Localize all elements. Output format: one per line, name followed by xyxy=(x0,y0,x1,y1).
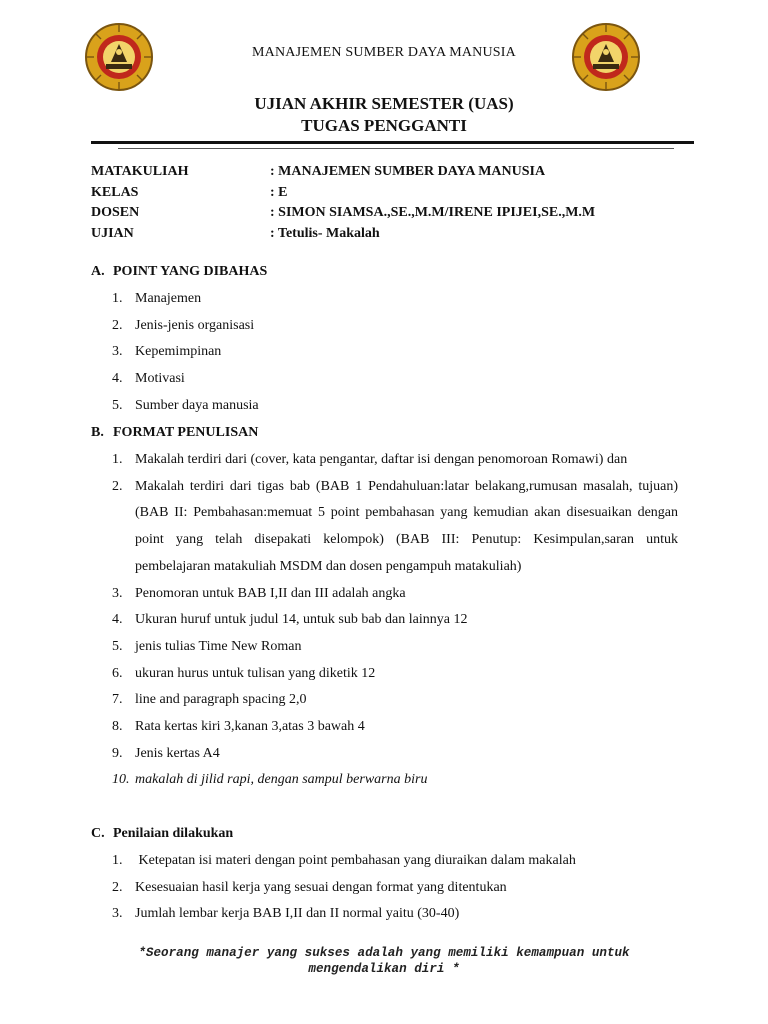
info-value: : E xyxy=(270,184,288,200)
section-title: FORMAT PENULISAN xyxy=(113,425,259,440)
list-item xyxy=(112,767,678,794)
section-c-list xyxy=(112,848,678,928)
header-title: MANAJEMEN SUMBER DAYA MANUSIA xyxy=(252,45,516,60)
info-value: : Tetulis- Makalah xyxy=(270,226,380,242)
list-item xyxy=(112,607,678,634)
section-letter: B. xyxy=(91,425,104,440)
footer-quote-line2: mengendalikan diri * xyxy=(308,962,460,976)
list-number: 10. xyxy=(112,772,130,788)
list-text: Jumlah lembar kerja BAB I,II dan II normal yaitu (30-40) xyxy=(135,906,460,922)
list-number: 5. xyxy=(112,638,123,654)
header-divider-thin xyxy=(118,148,674,149)
list-text: makalah di jilid rapi, dengan sampul berwarna biru xyxy=(135,772,428,788)
list-item xyxy=(112,474,678,581)
section-a-heading xyxy=(91,264,267,280)
info-value: : MANAJEMEN SUMBER DAYA MANUSIA xyxy=(270,164,546,179)
list-text: ukuran hurus untuk tulisan yang diketik 12 xyxy=(135,665,376,681)
info-key: DOSEN xyxy=(91,205,140,221)
list-item xyxy=(112,447,678,474)
list-text: Jenis kertas A4 xyxy=(135,745,220,761)
list-text: jenis tulias Time New Roman xyxy=(135,638,302,654)
section-b-list xyxy=(112,447,678,794)
list-text: Penomoran untuk BAB I,II dan III adalah angka xyxy=(135,585,406,601)
section-c-heading xyxy=(91,826,233,842)
section-letter: A. xyxy=(91,264,105,279)
list-text: line and paragraph spacing 2,0 xyxy=(135,692,307,708)
section-letter: C. xyxy=(91,826,105,841)
list-text: Manajemen xyxy=(135,291,202,306)
list-item xyxy=(112,687,678,714)
section-title: POINT YANG DIBAHAS xyxy=(113,264,268,279)
list-text: Rata kertas kiri 3,kanan 3,atas 3 bawah 4 xyxy=(135,719,365,735)
list-number: 1. xyxy=(112,452,123,467)
exam-title-line1: UJIAN AKHIR SEMESTER (UAS) xyxy=(254,94,514,113)
list-item xyxy=(112,313,678,340)
list-item xyxy=(112,901,678,928)
list-number: 1. xyxy=(112,291,123,306)
list-number: 9. xyxy=(112,745,123,761)
list-text: Kesesuaian hasil kerja yang sesuai dengan format yang ditentukan xyxy=(135,879,507,895)
list-item xyxy=(112,366,678,393)
section-title: Penilaian dilakukan xyxy=(113,826,234,841)
list-text: Kepemimpinan xyxy=(135,344,222,360)
list-text: Motivasi xyxy=(135,371,185,387)
info-key: UJIAN xyxy=(91,226,134,242)
list-item xyxy=(112,339,678,366)
exam-title xyxy=(0,93,768,137)
info-value: : SIMON SIAMSA.,SE.,M.M/IRENE IPIJEI,SE.,M.M xyxy=(270,205,596,221)
list-item xyxy=(112,741,678,768)
list-number: 6. xyxy=(112,665,123,681)
list-text: Jenis-jenis organisasi xyxy=(135,317,255,333)
list-item xyxy=(112,634,678,661)
list-item xyxy=(112,714,678,741)
info-key: MATAKULIAH xyxy=(91,164,189,179)
header-divider-thick xyxy=(91,141,694,144)
footer-quote xyxy=(0,945,768,977)
info-key: KELAS xyxy=(91,184,139,200)
list-number: 4. xyxy=(112,371,123,387)
list-number: 5. xyxy=(112,397,123,413)
list-text: Ukuran huruf untuk judul 14, untuk sub bab dan lainnya 12 xyxy=(135,612,468,628)
list-item xyxy=(112,848,678,875)
list-item xyxy=(112,581,678,608)
list-item xyxy=(112,661,678,688)
list-item xyxy=(112,286,678,313)
list-number: 2. xyxy=(112,478,123,494)
list-number: 7. xyxy=(112,692,123,708)
list-item xyxy=(112,393,678,420)
list-number: 2. xyxy=(112,879,123,895)
list-text: Sumber daya manusia xyxy=(135,397,259,413)
section-b-heading xyxy=(91,425,258,441)
list-number: 2. xyxy=(112,317,123,333)
list-number: 1. xyxy=(112,853,123,868)
list-number: 3. xyxy=(112,344,123,360)
list-number: 8. xyxy=(112,719,123,735)
list-item xyxy=(112,875,678,902)
list-number: 4. xyxy=(112,612,123,628)
exam-title-line2: TUGAS PENGGANTI xyxy=(301,116,467,135)
list-number: 3. xyxy=(112,906,123,922)
list-number: 3. xyxy=(112,585,123,601)
list-text: Ketepatan isi materi dengan point pembahasan yang diuraikan dalam makalah xyxy=(135,853,576,868)
section-a-list xyxy=(112,286,678,420)
list-text: Makalah terdiri dari tigas bab (BAB 1 Pendahuluan:latar belakang,rumusan masalah, tujuan) (BAB II: Pembahasan:memuat 5 point pembahasan yang kemudian akan disesuaikan dengan point yang telah disepakati kelompok) (BAB III: Penutup: Kesimpulan,saran untuk pembelajaran matakuliah MSDM dan dosen pengampuh matakuliah) xyxy=(135,478,678,574)
footer-quote-line1: *Seorang manajer yang sukses adalah yang memiliki kemampuan untuk xyxy=(138,946,630,960)
list-text: Makalah terdiri dari (cover, kata pengantar, daftar isi dengan penomoroan Romawi) dan xyxy=(135,452,628,467)
